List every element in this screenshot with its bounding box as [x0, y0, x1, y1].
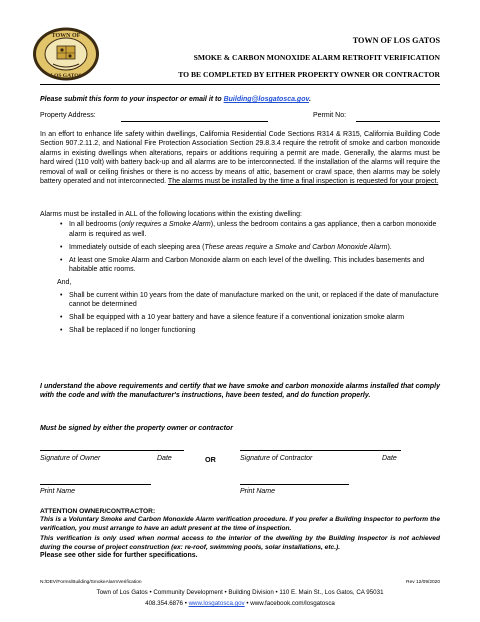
- submit-email-link[interactable]: Building@losgatosca.gov: [223, 96, 309, 103]
- permit-no-field: [313, 112, 346, 119]
- footer-website-link[interactable]: www.losgatosca.gov: [188, 600, 245, 607]
- header-town-name: TOWN OF LOS GATOS: [352, 36, 440, 45]
- list-item: • Immediately outside of each sleeping area (These areas require a Smoke and Carbon Monoxide Alarm).: [40, 243, 440, 252]
- attention-paragraph-2: This verification is only used when normal access to the interior of the dwelling by the Building Inspector is not achieved during the course of project construction (ex: re-roof, swimming pools, solar installations, etc.).: [40, 535, 440, 551]
- attention-heading: ATTENTION OWNER/CONTRACTOR:: [40, 508, 156, 515]
- submit-prefix: Please submit this form to your inspector or email it to: [40, 96, 224, 103]
- attention-paragraph-1: This is a Voluntary Smoke and Carbon Monoxide Alarm verification procedure. If you prefer a Building Inspector to perform the verification, you must arrange to have an adult present at the time of inspection.: [40, 516, 440, 532]
- footer-address: Town of Los Gatos • Community Development • Building Division • 110 E. Main St., Los Gatos, CA 95031: [96, 589, 384, 596]
- permit-no-label: Permit No:: [313, 112, 347, 119]
- list-item: • Shall be equipped with a 10 year battery and have a silence feature if a conventional ionization smoke alarm: [40, 313, 440, 322]
- intro-underlined-text: The alarms must be installed by the time a final inspection is requested for your project.: [167, 178, 439, 186]
- requirements-section: [40, 210, 440, 339]
- seal-text-bottom: LOS GATOS: [50, 73, 82, 79]
- alarm-condition-list: [40, 291, 440, 336]
- list-item: • In all bedrooms (only requires a Smoke Alarm), unless the bedroom contains a gas appliance, then a carbon monoxide alarm is required as well.: [40, 220, 440, 239]
- or-label: OR: [205, 455, 216, 464]
- requirements-and: And,: [57, 279, 72, 287]
- header-form-title: SMOKE & CARBON MONOXIDE ALARM RETROFIT VERIFICATION: [193, 53, 440, 62]
- requirements-lead: Alarms must be installed in ALL of the following locations within the existing dwelling:: [40, 211, 302, 218]
- footer-phone: 408.354.6876 •: [145, 600, 189, 607]
- footer-separator: •: [244, 600, 251, 607]
- contractor-date-label: Date: [382, 455, 397, 462]
- footer-contact: [0, 600, 480, 607]
- contractor-signature-label: Signature of Contractor: [240, 455, 313, 462]
- property-address-field: [40, 112, 96, 119]
- submit-suffix: .: [309, 96, 311, 103]
- permit-no-input[interactable]: [356, 121, 440, 122]
- property-address-input[interactable]: [121, 121, 268, 122]
- intro-paragraph: [40, 130, 440, 186]
- owner-signature-label: Signature of Owner: [40, 455, 101, 462]
- property-address-label: Property Address:: [40, 112, 96, 119]
- footer-revision: Rev 12/09/2020: [406, 580, 440, 585]
- contractor-signature-line[interactable]: [240, 450, 401, 451]
- contractor-print-name-label: Print Name: [240, 488, 276, 495]
- footer-facebook: www.facebook.com/losgatosca: [250, 600, 335, 607]
- owner-print-name-label: Print Name: [40, 488, 76, 495]
- owner-date-label: Date: [157, 455, 172, 462]
- attention-paragraph-3: Please see other side for further specifications.: [40, 552, 198, 560]
- must-sign-note: Must be signed by either the property owner or contractor: [40, 425, 233, 432]
- contractor-print-name-line[interactable]: [240, 484, 349, 485]
- list-item: • Shall be current within 10 years from the date of manufacture marked on the unit, or replaced if the date of manufacture cannot be determined: [40, 291, 440, 310]
- list-item: • At least one Smoke Alarm and Carbon Monoxide alarm on each level of the dwelling. This includes basements and habitable attic rooms.: [40, 256, 440, 275]
- list-item: • Shall be replaced if no longer functioning: [40, 326, 440, 335]
- header-form-subtitle: TO BE COMPLETED BY EITHER PROPERTY OWNER OR CONTRACTOR: [178, 70, 440, 79]
- footer-file-path: N:/DEV/Forms/Building/SmokeAlarmVerification: [40, 580, 142, 585]
- attention-section: [40, 508, 440, 560]
- location-list: [40, 220, 440, 274]
- intro-text: In an effort to enhance life safety within dwellings, California Residential Code Sections R314 & R315, California Building Code Section 907.2.11.2, and National Fire Protection Association Section 29.8.3.4 require the retrofit of smoke and carbon monoxide alarms in existing dwellings when alterations, repairs or additions requiring a permit are made. Generally, the alarms must be hard wired (110 volt) with battery back-up and all alarms are to be interconnected. If the installation of the alarms will require the removal of wall or ceiling finishes or there is no access by means of attic, basement or crawl space, then alarms may be solely battery operated and not interconnected.: [40, 131, 440, 186]
- seal-text-top: TOWN OF: [51, 33, 81, 39]
- certification-statement: I understand the above requirements and certify that we have smoke and carbon monoxide alarms installed that comply with the code and with the manufacturer's instructions, have been tested, and do function properly.: [40, 383, 440, 400]
- town-seal-logo: [31, 26, 101, 82]
- owner-signature-line[interactable]: [40, 450, 184, 451]
- submit-instructions: [40, 95, 440, 104]
- header-divider: [40, 84, 440, 85]
- owner-print-name-line[interactable]: [40, 484, 151, 485]
